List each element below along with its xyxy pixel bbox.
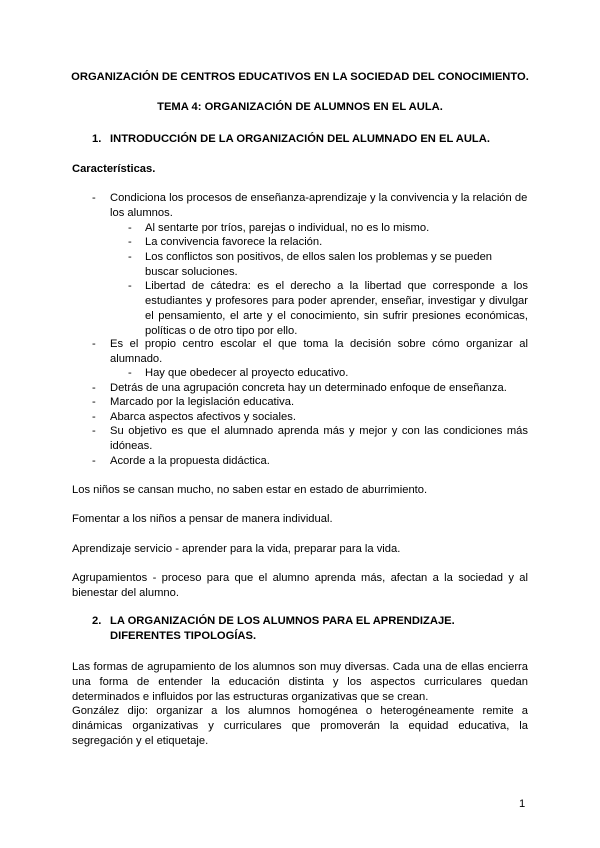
sub-bullet-item: Los conflictos son positivos, de ellos salen los problemas y se pueden buscar soluciones. xyxy=(145,251,493,278)
sub-bullet-dash: - xyxy=(128,367,132,379)
sub-bullet-dash: - xyxy=(128,251,132,263)
bullet-dash: - xyxy=(92,411,96,423)
paragraph: Agrupamientos - proceso para que el alumno aprenda más, afectan a la sociedad y al bienestar del alumno. xyxy=(72,572,528,599)
paragraph: González dijo: organizar a los alumnos homogénea o heterogéneamente remite a dinámicas organizativas y curriculares que promoverán la equidad educativa, la segregación y el etiquetaje. xyxy=(72,705,528,747)
bullet-dash: - xyxy=(92,338,96,350)
bullet-item: Acorde a la propuesta didáctica. xyxy=(110,455,270,467)
sub-bullet-item: Libertad de cátedra: es el derecho a la libertad que corresponde a los estudiantes y profesores para poder aprender, enseñar, investigar y divulgar el pensamiento, el arte y el conocimiento, sin sufrir presiones económicas, políticas o de otro tipo por ello. xyxy=(145,280,528,337)
bullet-item: Marcado por la legislación educativa. xyxy=(110,396,295,408)
paragraph: Fomentar a los niños a pensar de manera individual. xyxy=(72,513,333,525)
section-1-number: 1. xyxy=(92,133,102,145)
bullet-dash: - xyxy=(92,425,96,437)
bullet-item: Detrás de una agrupación concreta hay un determinado enfoque de enseñanza. xyxy=(110,382,507,394)
section-2-number: 2. xyxy=(92,615,102,627)
document-title: ORGANIZACIÓN DE CENTROS EDUCATIVOS EN LA SOCIEDAD DEL CONOCIMIENTO. xyxy=(71,71,529,83)
section-2-heading: LA ORGANIZACIÓN DE LOS ALUMNOS PARA EL APRENDIZAJE. DIFERENTES TIPOLOGÍAS. xyxy=(110,615,455,642)
paragraph: Las formas de agrupamiento de los alumnos son muy diversas. Cada una de ellas encierra una forma de entender la educación distinta y los aspectos curriculares quedan determinados e influidos por las estructuras organizativas que se crean. xyxy=(72,661,528,703)
bullet-item: Es el propio centro escolar el que toma la decisión sobre cómo organizar al alumnado. xyxy=(110,338,528,365)
sub-bullet-dash: - xyxy=(128,222,132,234)
sub-bullet-item: Hay que obedecer al proyecto educativo. xyxy=(145,367,349,379)
bullet-dash: - xyxy=(92,396,96,408)
bullet-item: Condiciona los procesos de enseñanza-aprendizaje y la convivencia y la relación de los alumnos. xyxy=(110,192,528,219)
bullet-item: Abarca aspectos afectivos y sociales. xyxy=(110,411,296,423)
sub-bullet-item: Al sentarte por tríos, parejas o individual, no es lo mismo. xyxy=(145,222,430,234)
paragraph: Los niños se cansan mucho, no saben estar en estado de aburrimiento. xyxy=(72,484,428,496)
document-subtitle: TEMA 4: ORGANIZACIÓN DE ALUMNOS EN EL AULA. xyxy=(157,101,443,113)
paragraph: Aprendizaje servicio - aprender para la vida, preparar para la vida. xyxy=(72,543,401,555)
bullet-dash: - xyxy=(92,455,96,467)
bullet-dash: - xyxy=(92,192,96,204)
page-number: 1 xyxy=(519,798,526,810)
section-1-heading: INTRODUCCIÓN DE LA ORGANIZACIÓN DEL ALUMNADO EN EL AULA. xyxy=(110,133,490,145)
bullet-dash: - xyxy=(92,382,96,394)
sub-bullet-dash: - xyxy=(128,280,132,292)
characteristics-label: Características. xyxy=(72,163,156,175)
sub-bullet-item: La convivencia favorece la relación. xyxy=(145,236,323,248)
sub-bullet-dash: - xyxy=(128,236,132,248)
bullet-item: Su objetivo es que el alumnado aprenda más y mejor y con las condiciones más idóneas. xyxy=(110,425,528,452)
